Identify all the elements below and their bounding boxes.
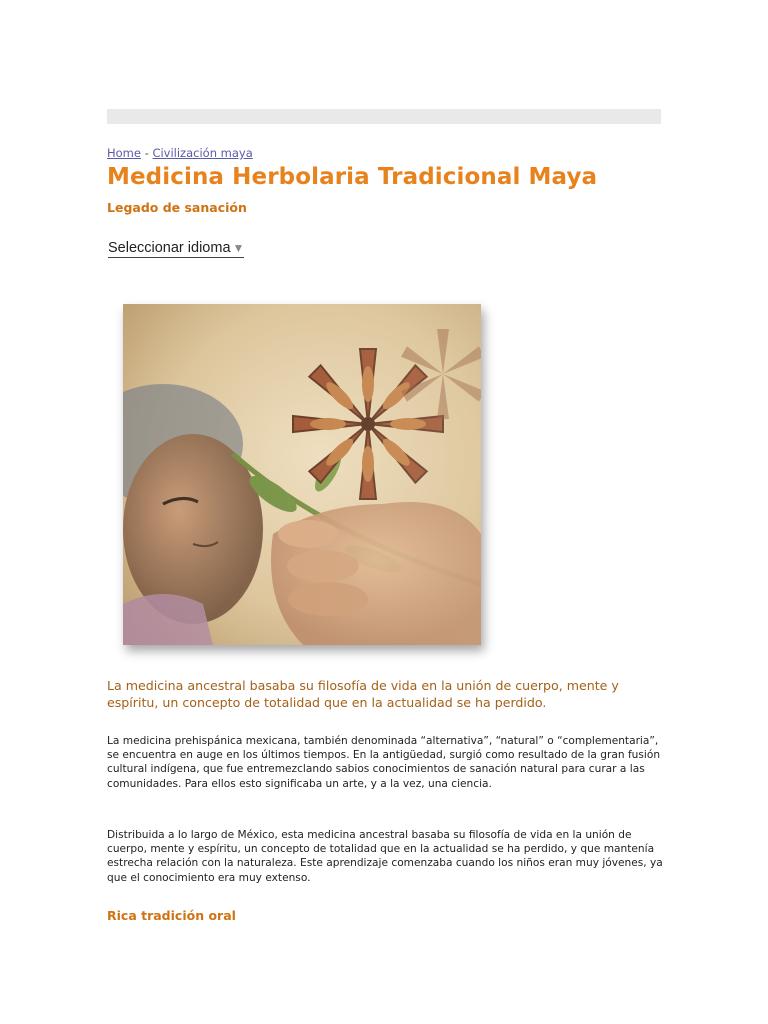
article-lead: La medicina ancestral basaba su filosofía de vida en la unión de cuerpo, mente y espíritu, un concepto de totalidad que en la actualidad se ha perdido.: [107, 678, 619, 710]
page-subtitle: Legado de sanación: [107, 200, 247, 215]
article-paragraph-2: Distribuida a lo largo de México, esta medicina ancestral basaba su filosofía de vida en la unión de cuerpo, mente y espíritu, un concepto de totalidad que en la actualidad se ha perdido, y que mantenía estrecha relación con la naturaleza. Este aprendizaje comenzaba cuando los niños eran muy jóvenes, ya que el conocimiento era muy extenso.: [107, 829, 663, 884]
language-selector[interactable]: [108, 239, 244, 258]
hero-illustration: [123, 304, 481, 645]
breadcrumb-section-link[interactable]: Civilización maya: [152, 146, 253, 160]
section-heading: Rica tradición oral: [107, 908, 236, 923]
hero-image: [123, 304, 481, 645]
article-paragraph-1: La medicina prehispánica mexicana, también denominada “alternativa”, “natural” o “complementaria”, se encuentra en auge en los últimos tiempos. En la antigüedad, surgió como resultado de la gran fusión cultural indígena, que fue entremezclando sabios conocimientos de sanación natural para curar a las comunidades. Para ellos esto significaba un arte, y a la vez, una ciencia.: [107, 735, 661, 790]
breadcrumb: [107, 146, 253, 160]
page-title: Medicina Herbolaria Tradicional Maya: [107, 164, 598, 190]
top-banner-bar: [107, 109, 661, 124]
breadcrumb-home-link[interactable]: Home: [107, 146, 141, 160]
breadcrumb-separator: -: [144, 146, 149, 160]
dropdown-arrow-icon: ▼: [232, 241, 245, 255]
language-selector-label: Seleccionar idioma: [108, 240, 231, 256]
